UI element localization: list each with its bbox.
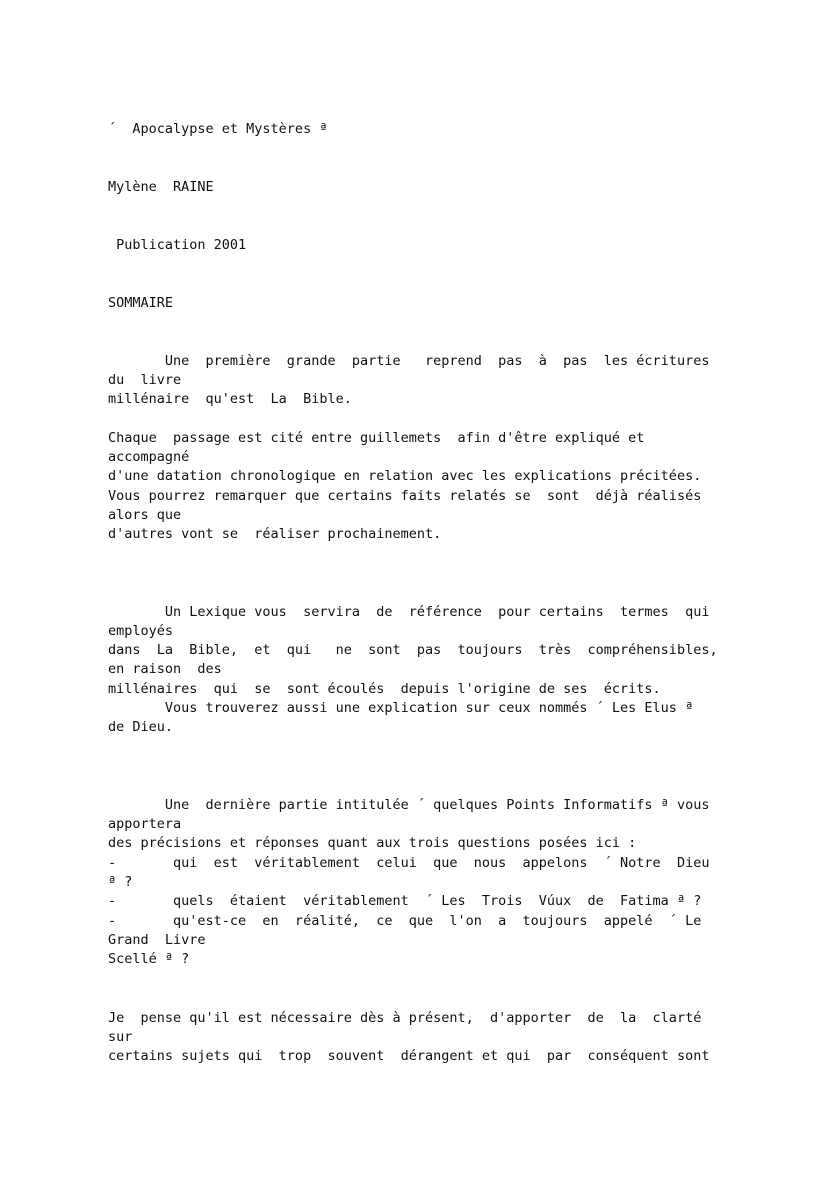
- paragraph-line: Une première grande partie reprend pas à pas les écritures: [108, 353, 710, 369]
- paragraph-line: millénaires qui se sont écoulés depuis l'origine de ses écrits.: [108, 681, 661, 697]
- paragraph-line: certains sujets qui trop souvent dérangent et qui par conséquent sont: [108, 1048, 710, 1064]
- list-item: - qu'est-ce en réalité, ce que l'on a toujours appelé ´ Le: [108, 913, 702, 929]
- paragraph-line: alors que: [108, 507, 182, 523]
- paragraph-line: sur: [108, 1029, 133, 1045]
- paragraph-line: Une dernière partie intitulée ´ quelques Points Informatifs ª vous: [108, 797, 710, 813]
- paragraph-line: de Dieu.: [108, 719, 174, 735]
- paragraph-line: employés: [108, 623, 174, 639]
- paragraph-line: en raison des: [108, 661, 222, 677]
- paragraph-line: Scellé ª ?: [108, 951, 190, 967]
- publication-line: Publication 2001: [108, 237, 247, 253]
- paragraph-line: d'une datation chronologique en relation avec les explications précitées.: [108, 468, 702, 484]
- paragraph-line: Grand Livre: [108, 932, 206, 948]
- paragraph-line: Un Lexique vous servira de référence pour certains termes qui: [108, 604, 710, 620]
- list-item: - quels étaient véritablement ´ Les Trois Vúux de Fatima ª ?: [108, 893, 702, 909]
- paragraph-line: dans La Bible, et qui ne sont pas toujours très compréhensibles,: [108, 642, 718, 658]
- paragraph-line: ª ?: [108, 874, 133, 890]
- paragraph-line: Je pense qu'il est nécessaire dès à présent, d'apporter de la clarté: [108, 1010, 702, 1026]
- document-title: ´ Apocalypse et Mystères ª: [108, 121, 328, 137]
- list-item: - qui est véritablement celui que nous appelons ´ Notre Dieu: [108, 855, 710, 871]
- paragraph-line: accompagné: [108, 449, 190, 465]
- paragraph-line: millénaire qu'est La Bible.: [108, 391, 352, 407]
- paragraph-line: d'autres vont se réaliser prochainement.: [108, 526, 442, 542]
- section-heading: SOMMAIRE: [108, 295, 174, 311]
- paragraph-line: apportera: [108, 816, 182, 832]
- paragraph-line: des précisions et réponses quant aux trois questions posées ici :: [108, 835, 637, 851]
- document-author: Mylène RAINE: [108, 179, 214, 195]
- paragraph-line: du livre: [108, 372, 182, 388]
- paragraph-line: Vous trouverez aussi une explication sur ceux nommés ´ Les Elus ª: [108, 700, 694, 716]
- paragraph-line: Vous pourrez remarquer que certains faits relatés se sont déjà réalisés: [108, 488, 702, 504]
- paragraph-line: Chaque passage est cité entre guillemets afin d'être expliqué et: [108, 430, 645, 446]
